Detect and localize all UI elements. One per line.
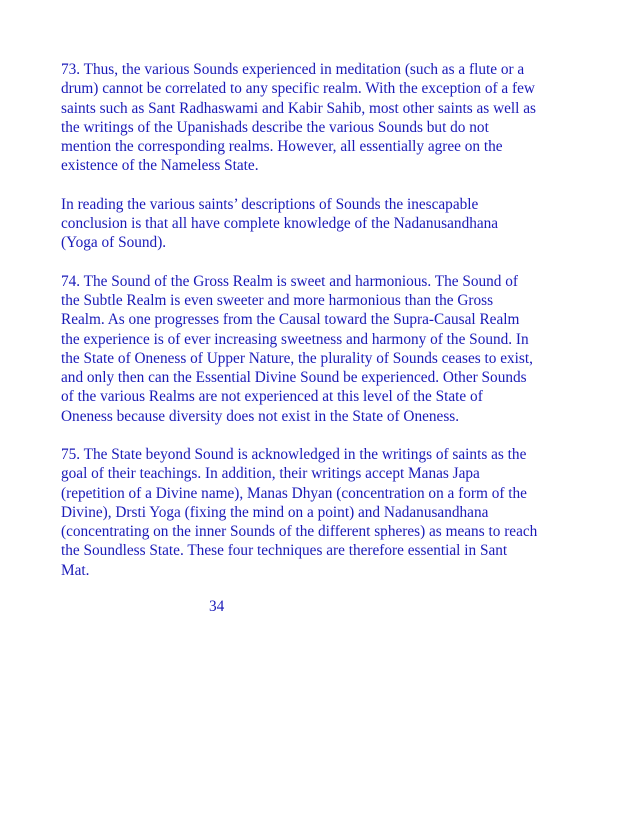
text-line: Mat.: [61, 561, 90, 579]
text-line: goal of their teachings. In addition, their writings accept Manas Japa: [61, 465, 480, 483]
text-line: existence of the Nameless State.: [61, 157, 259, 175]
paragraph-75: [61, 445, 581, 580]
text-line: Divine), Drsti Yoga (fixing the mind on a point) and Nadanusandhana: [61, 503, 489, 521]
paragraph-74: [61, 272, 581, 426]
text-line: 73. Thus, the various Sounds experienced in meditation (such as a flute or a: [61, 61, 525, 78]
text-line: 74. The Sound of the Gross Realm is sweet and harmonious. The Sound of: [61, 272, 519, 290]
paragraph-gap: [61, 426, 581, 445]
paragraph-saints-descriptions: [61, 195, 581, 253]
text-line: (repetition of a Divine name), Manas Dhyan (concentration on a form of the: [61, 484, 527, 502]
text-line: 75. The State beyond Sound is acknowledged in the writings of saints as the: [61, 446, 527, 463]
text-line: the writings of the Upanishads describe the various Sounds but do not: [61, 118, 489, 136]
text-line: of the various Realms are not experienced at this level of the State of: [61, 388, 483, 406]
paragraph-gap: [61, 176, 581, 195]
text-line: mention the corresponding realms. However, all essentially agree on the: [61, 138, 503, 155]
text-line: (concentrating on the inner Sounds of the different spheres) as means to reach: [61, 523, 538, 540]
paragraph-gap: [61, 253, 581, 272]
text-line: the Soundless State. These four techniques are therefore essential in Sant: [61, 542, 508, 560]
paragraph-73: [61, 60, 581, 176]
text-line: drum) cannot be correlated to any specific realm. With the exception of a few: [61, 80, 535, 98]
text-line: the State of Oneness of Upper Nature, the plurality of Sounds ceases to exist,: [61, 349, 533, 367]
text-line: (Yoga of Sound).: [61, 234, 167, 252]
text-line: the experience is of ever increasing sweetness and harmony of the Sound. In: [61, 330, 529, 348]
text-line: the Subtle Realm is even sweeter and more harmonious than the Gross: [61, 292, 494, 309]
text-line: saints such as Sant Radhaswami and Kabir Sahib, most other saints as well as: [61, 99, 536, 117]
text-line: conclusion is that all have complete knowledge of the Nadanusandhana: [61, 215, 499, 232]
page-number: 34: [209, 598, 225, 615]
body-text: [61, 60, 581, 580]
text-line: and only then can the Essential Divine Sound be experienced. Other Sounds: [61, 369, 527, 386]
text-line: Realm. As one progresses from the Causal toward the Supra-Causal Realm: [61, 311, 520, 329]
text-line: In reading the various saints’ descriptions of Sounds the inescapable: [61, 195, 479, 213]
text-line: Oneness because diversity does not exist in the State of Oneness.: [61, 407, 460, 425]
